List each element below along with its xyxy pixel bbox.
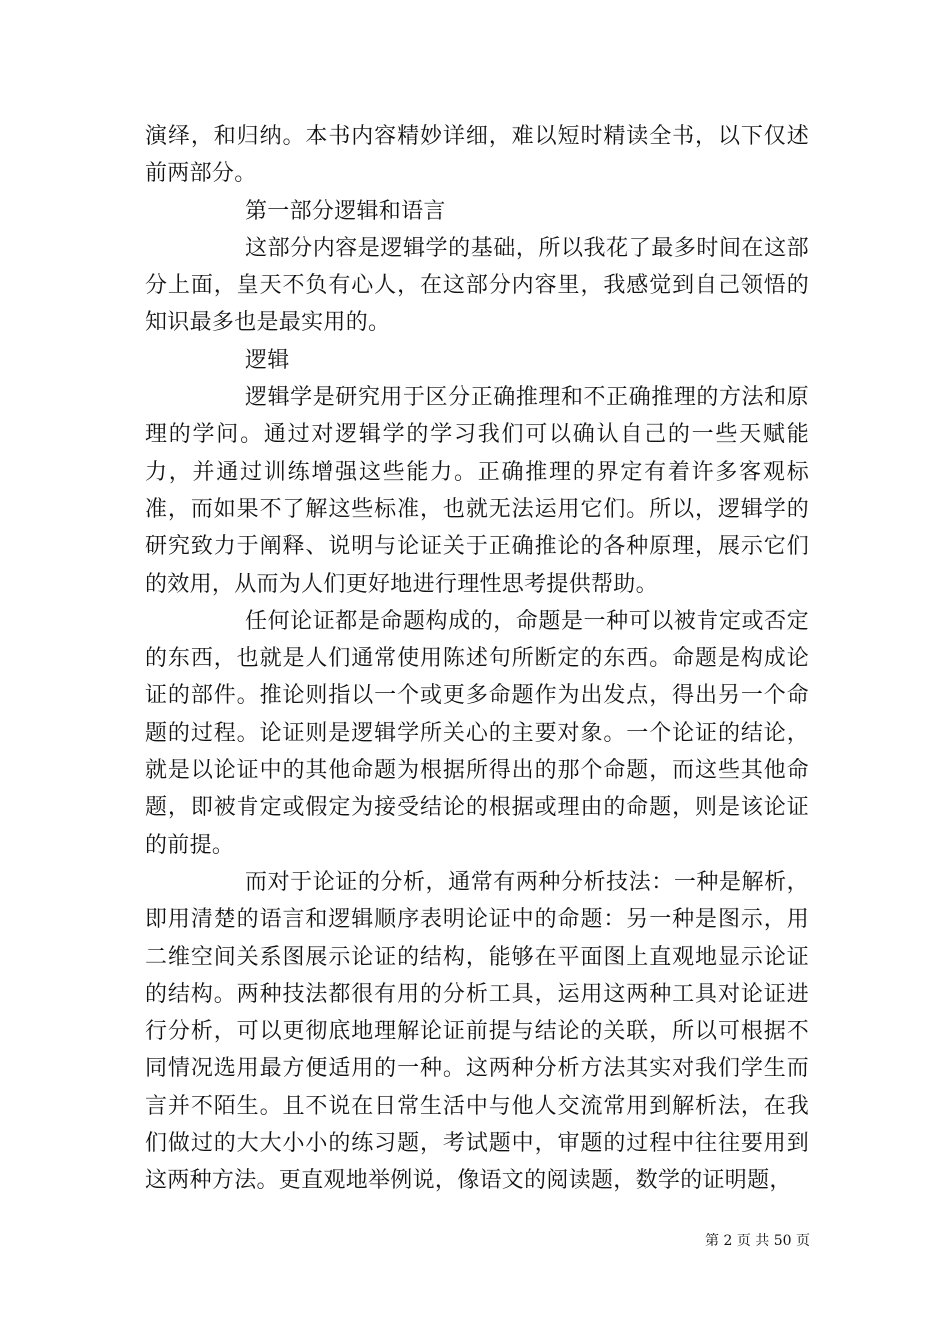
paragraph-part-one-intro: 这部分内容是逻辑学的基础，所以我花了最多时间在这部分上面，皇天不负有心人，在这部分内容里，我感觉到自己领悟的知识最多也是最实用的。 (145, 235, 809, 336)
section-heading-part-one: 第一部分逻辑和语言 (245, 198, 446, 224)
subsection-heading-logic: 逻辑 (245, 347, 290, 373)
paragraph-analysis-methods: 而对于论证的分析，通常有两种分析技法：一种是解析，即用清楚的语言和逻辑顺序表明论证中的命题：另一种是图示，用二维空间关系图展示论证的结构，能够在平面图上直观地显示论证的结构。两种技法都很有用的分析工具，运用这两种工具对论证进行分析，可以更彻底地理解论证前提与结论的关联，所以可根据不同情况选用最方便适用的一种。这两种分析方法其实对我们学生而言并不陌生。且不说在日常生活中与他人交流常用到解析法，在我们做过的大大小小的练习题，考试题中，审题的过程中往往要用到这两种方法。更直观地举例说，像语文的阅读题，数学的证明题， (145, 869, 809, 1194)
paragraph-continuation: 演绎，和归纳。本书内容精妙详细，难以短时精读全书，以下仅述前两部分。 (145, 124, 809, 187)
document-body (145, 118, 809, 1200)
paragraph-propositions: 任何论证都是命题构成的，命题是一种可以被肯定或否定的东西，也就是人们通常使用陈述句所断定的东西。命题是构成论证的部件。推论则指以一个或更多命题作为出发点，得出另一个命题的过程。论证则是逻辑学所关心的主要对象。一个论证的结论，就是以论证中的其他命题为根据所得出的那个命题，而这些其他命题，即被肯定或假定为接受结论的根据或理由的命题，则是该论证的前提。 (145, 608, 809, 858)
page-number-footer: 第 2 页 共 50 页 (705, 1233, 810, 1249)
paragraph-logic-definition: 逻辑学是研究用于区分正确推理和不正确推理的方法和原理的学问。通过对逻辑学的学习我们可以确认自己的一些天赋能力，并通过训练增强这些能力。正确推理的界定有着许多客观标准，而如果不了解这些标准，也就无法运用它们。所以，逻辑学的研究致力于阐释、说明与论证关于正确推论的各种原理，展示它们的效用，从而为人们更好地进行理性思考提供帮助。 (145, 385, 809, 597)
